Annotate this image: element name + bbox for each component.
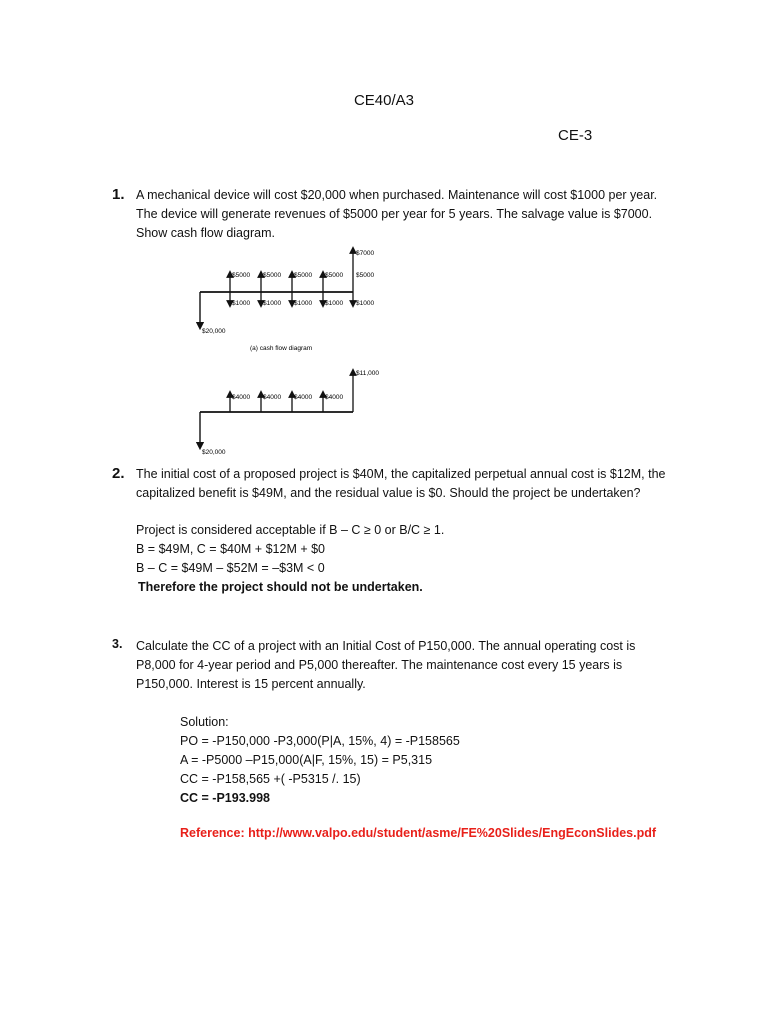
net-label: $4000 — [294, 394, 313, 401]
maintenance-label: $1000 — [263, 300, 282, 307]
net-label: $4000 — [232, 394, 251, 401]
q3-line-1: Calculate the CC of a project with an Initial Cost of P150,000. The annual operating cost is — [136, 639, 636, 653]
q1-line-1: A mechanical device will cost $20,000 when purchased. Maintenance will cost $1000 per year. — [136, 188, 658, 202]
reference-link[interactable]: Reference: http://www.valpo.edu/student/asme/FE%20Slides/EngEconSlides.pdf — [180, 826, 657, 840]
salvage-label: $7000 — [356, 250, 375, 257]
revenue-label: $5000 — [325, 272, 344, 279]
q1-line-2: The device will generate revenues of $5000 per year for 5 years. The salvage value is $7000. — [136, 207, 653, 221]
solution-line-2: A = -P5000 –P15,000(A|F, 15%, 15) = P5,315 — [180, 753, 433, 767]
revenue-label: $5000 — [356, 272, 375, 279]
q2-line-2: capitalized benefit is $49M, and the residual value is $0. Should the project be undertaken? — [136, 486, 641, 500]
net-label: $4000 — [325, 394, 344, 401]
solution-label: Solution: — [180, 715, 229, 729]
q1-number: 1. — [112, 186, 125, 203]
initial-cost-label: $20,000 — [202, 449, 226, 456]
diagram-caption: (a) cash flow diagram — [250, 345, 313, 352]
maintenance-label: $1000 — [325, 300, 344, 307]
maintenance-label: $1000 — [356, 300, 375, 307]
q2-text — [136, 465, 665, 503]
q2-line-1: The initial cost of a proposed project is $40M, the capitalized perpetual annual cost is $12M, the — [136, 467, 666, 481]
revenue-label: $5000 — [263, 272, 282, 279]
q3-solution — [180, 713, 460, 808]
solution-final: CC = -P193.998 — [180, 791, 270, 805]
solution-line-3: CC = -P158,565 +( -P5315 /. 15) — [180, 772, 361, 786]
q3-line-2: P8,000 for 4-year period and P5,000 thereafter. The maintenance cost every 15 years is — [136, 658, 623, 672]
course-code: CE-3 — [558, 127, 593, 144]
q2-conclusion: Therefore the project should not be undertaken. — [138, 580, 423, 594]
revenue-label: $5000 — [232, 272, 251, 279]
final-label: $11,000 — [356, 370, 380, 377]
q1-line-3: Show cash flow diagram. — [136, 226, 275, 240]
document-title: CE40/A3 — [353, 92, 415, 109]
q3-text — [136, 637, 635, 694]
solution-line-1: PO = -P150,000 -P3,000(P|A, 15%, 4) = -P158565 — [180, 734, 460, 748]
maintenance-label: $1000 — [232, 300, 251, 307]
q1-text — [136, 186, 657, 243]
q2-answer-line-3: B – C = $49M – $52M = –$3M < 0 — [136, 561, 325, 575]
q2-answer — [136, 521, 444, 597]
cash-flow-diagram-a — [190, 244, 390, 356]
revenue-arrows — [230, 250, 353, 292]
q3-line-3: P150,000. Interest is 15 percent annually. — [136, 677, 366, 691]
maintenance-label: $1000 — [294, 300, 313, 307]
net-label: $4000 — [263, 394, 282, 401]
q2-answer-line-1: Project is considered acceptable if B – C ≥ 0 or B/C ≥ 1. — [136, 523, 445, 537]
q3-number: 3. — [112, 637, 123, 651]
revenue-label: $5000 — [294, 272, 313, 279]
cash-flow-diagram-b — [190, 366, 390, 458]
initial-cost-label: $20,000 — [202, 328, 226, 335]
q2-number: 2. — [112, 465, 125, 482]
q2-answer-line-2: B = $49M, C = $40M + $12M + $0 — [136, 542, 326, 556]
